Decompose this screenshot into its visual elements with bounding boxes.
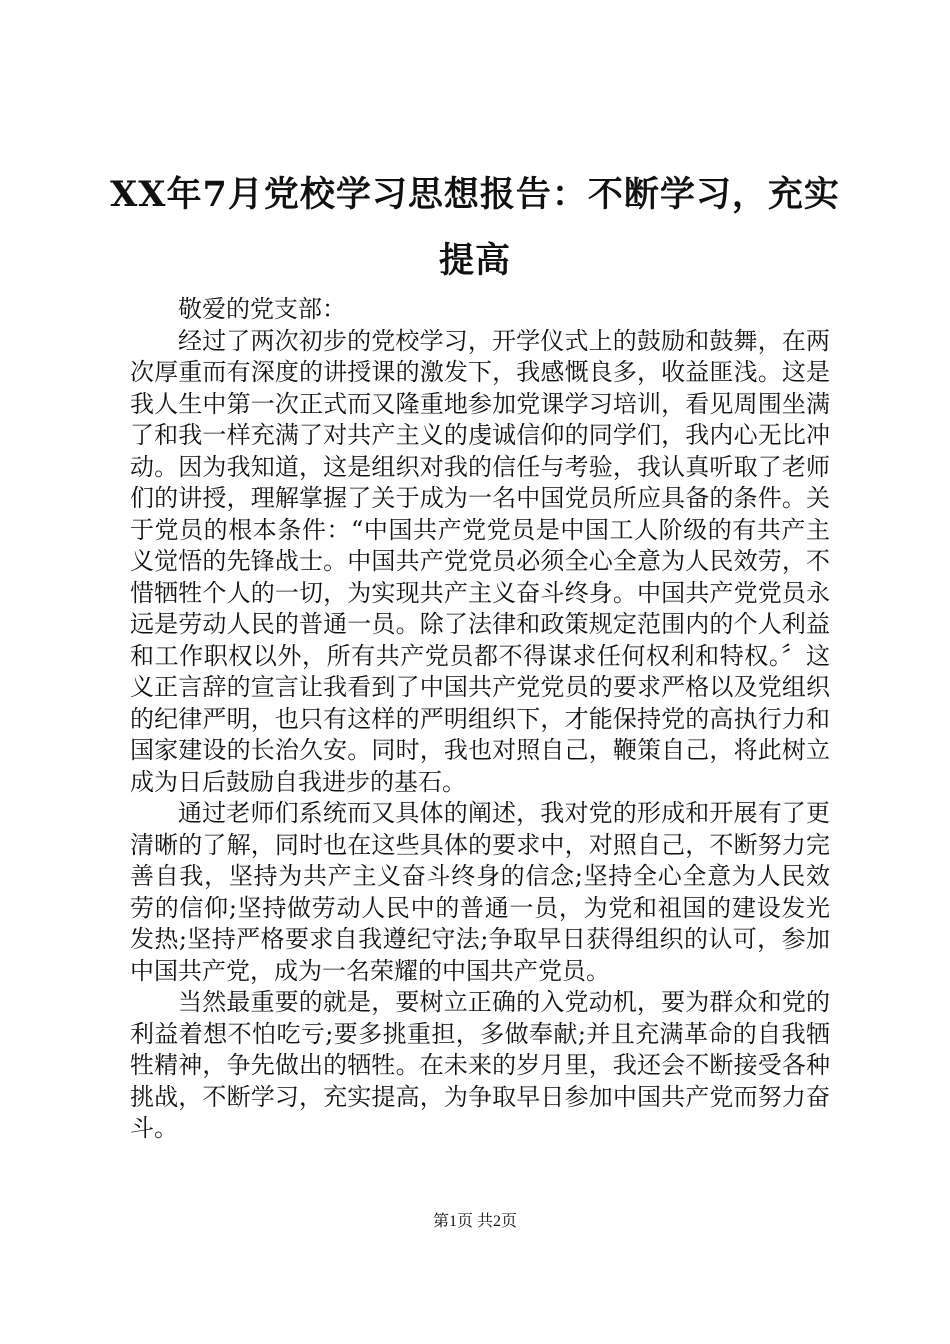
document-title: XX年7月党校学习思想报告：不断学习，充实提高 (110, 174, 840, 281)
paragraph-2: 通过老师们系统而又具体的阐述，我对党的形成和开展有了更清晰的了解，同时也在这些具体的要求中，对照自己，不断努力完善自我，坚持为共产主义奋斗终身的信念;坚持全心全意为人民效劳的信仰;坚持做劳动人民中的普通一员，为党和祖国的建设发光发热;坚持严格要求自我遵纪守法;争取早日获得组织的认可，参加中国共产党，成为一名荣耀的中国共产党员。 (130, 799, 830, 985)
document-body (130, 294, 830, 1145)
paragraph-3: 当然最重要的就是，要树立正确的入党动机，要为群众和党的利益着想不怕吃亏;要多挑重担，多做奉献;并且充满革命的自我牺牲精神，争先做出的牺牲。在未来的岁月里，我还会不断接受各种挑战，不断学习，充实提高，为争取早日参加中国共产党而努力奋斗。 (130, 988, 830, 1142)
page-footer (0, 1212, 950, 1232)
paragraph-1: 经过了两次初步的党校学习，开学仪式上的鼓励和鼓舞，在两次厚重而有深度的讲授课的激发下，我感慨良多，收益匪浅。这是我人生中第一次正式而又隆重地参加党课学习培训，看见周围坐满了和我一样充满了对共产主义的虔诚信仰的同学们，我内心无比冲动。因为我知道，这是组织对我的信任与考验，我认真听取了老师们的讲授，理解掌握了关于成为一名中国党员所应具备的条件。关于党员的根本条件：“中国共产党党员是中国工人阶级的有共产主义觉悟的先锋战士。中国共产党党员必须全心全意为人民效劳，不惜牺牲个人的一切，为实现共产主义奋斗终身。中国共产党党员永远是劳动人民的普通一员。除了法律和政策规定范围内的个人利益和工作职权以外，所有共产党员都不得谋求任何权利和特权。〞这义正言辞的宣言让我看到了中国共产党党员的要求严格以及党组织的纪律严明，也只有这样的严明组织下，才能保持党的高执行力和国家建设的长治久安。同时，我也对照自己，鞭策自己，将此树立成为日后鼓励自我进步的基石。 (130, 326, 830, 796)
salutation: 敬爱的党支部： (178, 295, 346, 323)
page-number-indicator: 第1页 共2页 (432, 1213, 517, 1230)
